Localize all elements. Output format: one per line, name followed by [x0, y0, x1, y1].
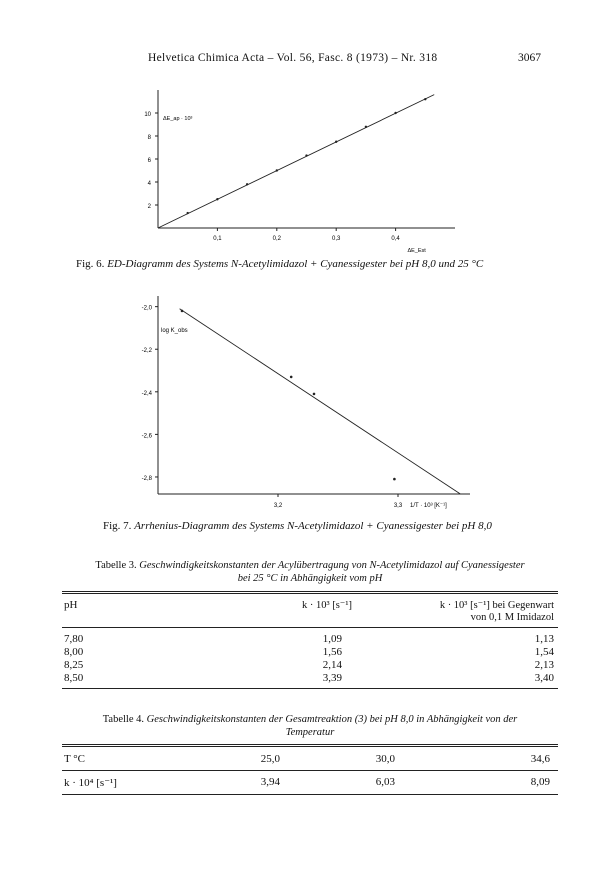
- fig7-data-point: [181, 310, 184, 313]
- table4-caption-line2: Temperatur: [285, 727, 335, 738]
- fig6-y-tick-label: 4: [147, 181, 151, 187]
- journal-title: Helvetica Chimica Acta – Vol. 56, Fasc. 8 (1973) – Nr. 318: [148, 52, 438, 64]
- table3-top-rule: [62, 591, 558, 592]
- fig7-y-tick-label: -2,8: [141, 475, 152, 482]
- table4-row2-col2: 6,03: [375, 776, 395, 788]
- fig6-y-axis-label: ΔE_ap · 10³: [163, 116, 193, 122]
- table3-cell-k: 1,09: [322, 633, 342, 645]
- table4-caption: [62, 713, 558, 739]
- fig6-y-tick-label: 10: [144, 112, 151, 118]
- fig6-data-point: [216, 198, 218, 200]
- table3-top-rule-2: [62, 593, 558, 594]
- fig6-data-point: [365, 126, 367, 128]
- table3-cell-ph: 8,50: [64, 672, 84, 684]
- table4-row2-label: k · 10⁴ [s⁻¹]: [64, 777, 117, 789]
- fig7-data-point: [393, 478, 396, 481]
- fig7-x-axis-label: 1/T · 10³ [K⁻¹]: [410, 503, 447, 509]
- fig7-plot: [142, 296, 470, 509]
- fig6-caption-label: Fig. 6.: [76, 258, 105, 270]
- table4-row1-col1: 25,0: [260, 753, 280, 765]
- table3-cell-ph: 7,80: [64, 633, 84, 645]
- fig6-data-point: [246, 183, 248, 185]
- table4-row2-col3: 8,09: [530, 776, 550, 788]
- table3-cell-k: 3,39: [322, 672, 342, 684]
- fig6-x-tick-label: 0,2: [272, 236, 281, 242]
- fig7-x-tick-label: 3,3: [393, 503, 403, 509]
- table3-header-k-imidazol-2: von 0,1 M Imidazol: [470, 612, 554, 623]
- fig7-data-point: [313, 393, 316, 396]
- fig6-y-tick-label: 6: [147, 158, 151, 164]
- fig6-x-axis-label: ΔE_Est: [407, 248, 426, 254]
- table3-header-rule: [62, 627, 558, 628]
- table3-cell-k-imidazol: 3,40: [534, 672, 554, 684]
- page-number: 3067: [518, 52, 541, 64]
- table4-bottom-rule: [62, 794, 558, 795]
- fig7-y-tick-label: -2,0: [141, 305, 152, 312]
- table4-row2-col1: 3,94: [260, 776, 280, 788]
- fig7-fit-line: [180, 309, 461, 494]
- fig7-data-point: [290, 376, 293, 379]
- fig6-x-tick-label: 0,1: [213, 236, 222, 242]
- table3-caption-line1: Geschwindigkeitskonstanten der Acylübertragung von N-Acetylimidazol auf Cyanessigester: [139, 560, 525, 571]
- fig6-data-point: [187, 212, 189, 214]
- fig6-data-point: [276, 169, 278, 171]
- table3-caption: [62, 559, 558, 585]
- table3-caption-line2: bei 25 °C in Abhängigkeit vom pH: [237, 573, 383, 584]
- fig7-y-tick-label: -2,4: [141, 390, 152, 397]
- fig7-y-axis-label: log K_obs: [161, 328, 188, 335]
- fig7-caption-text: Arrhenius-Diagramm des Systems N-Acetylimidazol + Cyanessigester bei pH 8,0: [134, 520, 492, 532]
- table3-cell-k-imidazol: 1,54: [534, 646, 554, 658]
- fig7-caption: [103, 520, 583, 532]
- table3-header-k: k · 10³ [s⁻¹]: [301, 600, 352, 611]
- table4-label: Tabelle 4.: [102, 714, 144, 725]
- fig6-caption: [76, 258, 576, 270]
- table3-cell-k: 2,14: [322, 659, 342, 671]
- fig6-data-point: [394, 112, 396, 114]
- table3-header-k-imidazol: k · 10³ [s⁻¹] bei Gegenwart: [439, 600, 554, 611]
- fig6-caption-text: ED-Diagramm des Systems N-Acetylimidazol + Cyanessigester bei pH 8,0 und 25 °C: [107, 258, 484, 270]
- fig6-y-tick-label: 8: [147, 135, 151, 141]
- fig6-fit-line: [158, 95, 434, 228]
- fig6-data-point: [424, 98, 426, 100]
- fig7-chart: [110, 286, 490, 518]
- running-header: [148, 52, 548, 64]
- table4-top-rule-2: [62, 746, 558, 747]
- fig7-x-tick-label: 3,2: [273, 503, 283, 509]
- table4-caption-line1: Geschwindigkeitskonstanten der Gesamtreaktion (3) bei pH 8,0 in Abhängigkeit von der: [146, 714, 518, 725]
- fig6-data-point: [305, 154, 307, 156]
- fig6-y-tick-label: 2: [147, 204, 151, 210]
- table4-mid-rule: [62, 770, 558, 771]
- fig6-x-tick-label: 0,4: [391, 236, 400, 242]
- table4-row1-col2: 30,0: [375, 753, 395, 765]
- fig7-caption-label: Fig. 7.: [103, 520, 132, 532]
- fig6-plot: [144, 90, 455, 254]
- table3-cell-ph: 8,00: [64, 646, 84, 658]
- fig7-y-tick-label: -2,2: [141, 348, 152, 355]
- table3-cell-k: 1,56: [322, 646, 342, 658]
- table3-cell-k-imidazol: 1,13: [534, 633, 554, 645]
- table4-row1-label: T °C: [64, 753, 86, 765]
- table3-cell-k-imidazol: 2,13: [534, 659, 554, 671]
- fig6-x-tick-label: 0,3: [332, 236, 341, 242]
- table4-top-rule: [62, 744, 558, 745]
- table4-row1-col3: 34,6: [530, 753, 550, 765]
- fig7-y-tick-label: -2,6: [141, 433, 152, 440]
- table3-bottom-rule: [62, 688, 558, 689]
- table3-label: Tabelle 3.: [95, 560, 137, 571]
- fig6-data-point: [335, 141, 337, 143]
- fig6-chart: [110, 78, 470, 256]
- table3-header-ph: pH: [64, 599, 78, 611]
- table3-cell-ph: 8,25: [64, 659, 84, 671]
